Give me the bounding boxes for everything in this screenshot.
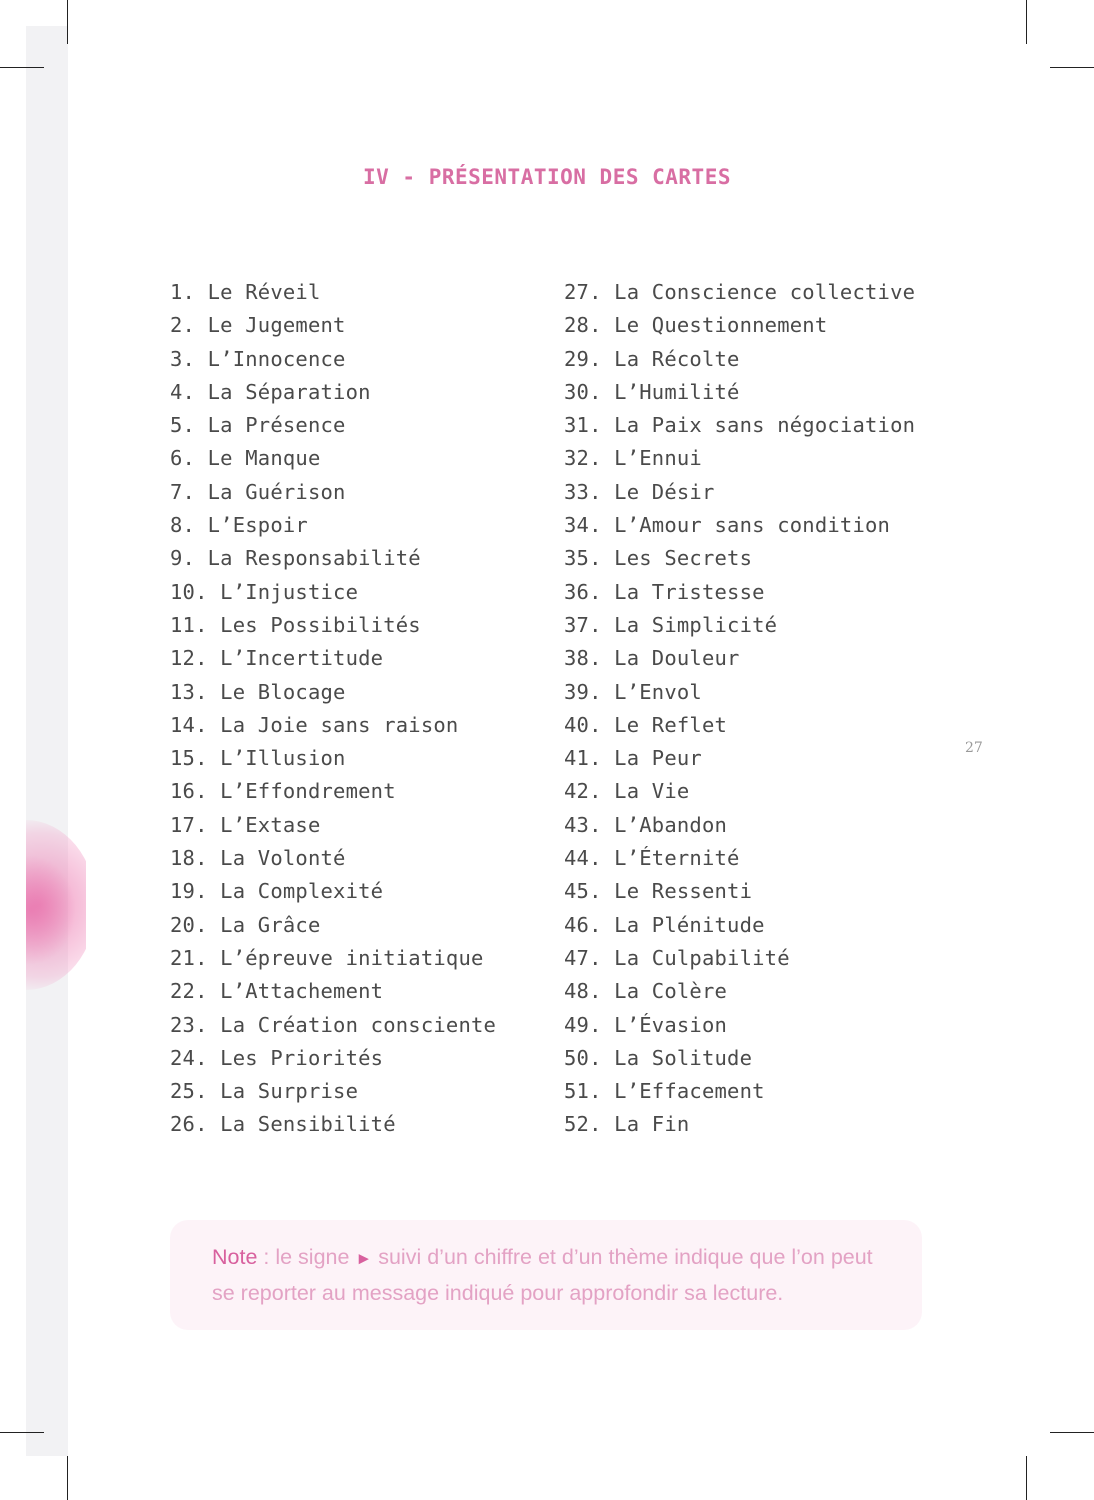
note-text-end: suivi d’un chiffre et d’un thème indique que l’on peut se reporter au message indiqué pour approfondir sa lecture. bbox=[212, 1245, 873, 1305]
card-list-item: 9. La Responsabilité bbox=[170, 546, 421, 571]
crop-mark-bottom-right-horizontal bbox=[1050, 1432, 1094, 1433]
crop-mark-bottom-right-vertical bbox=[1026, 1456, 1027, 1500]
card-list-item: 10. L’Injustice bbox=[170, 579, 359, 604]
card-list-item: 6. Le Manque bbox=[170, 446, 321, 471]
card-list-item: 25. La Surprise bbox=[170, 1079, 359, 1104]
card-list-item: 15. L’Illusion bbox=[170, 746, 346, 771]
card-list-item: 32. L’Ennui bbox=[564, 446, 702, 471]
card-list-item: 20. La Grâce bbox=[170, 912, 321, 937]
card-list-item: 43. L’Abandon bbox=[564, 812, 728, 837]
card-list-item: 34. L’Amour sans condition bbox=[564, 513, 891, 538]
note-text-start: : le signe bbox=[257, 1245, 356, 1269]
card-list-item: 33. Le Désir bbox=[564, 479, 715, 504]
card-list-item: 50. La Solitude bbox=[564, 1045, 753, 1070]
card-list-item: 13. Le Blocage bbox=[170, 679, 346, 704]
crop-mark-top-left-horizontal bbox=[0, 67, 44, 68]
card-list-item: 28. Le Questionnement bbox=[564, 313, 828, 338]
card-list-item: 8. L’Espoir bbox=[170, 513, 308, 538]
card-list-item: 47. La Culpabilité bbox=[564, 945, 790, 970]
card-list-item: 21. L’épreuve initiatique bbox=[170, 945, 484, 970]
card-list-item: 5. La Présence bbox=[170, 413, 346, 438]
card-list-item: 19. La Complexité bbox=[170, 879, 384, 904]
page-number: 27 bbox=[965, 740, 983, 756]
page-edge-strip bbox=[26, 26, 68, 1456]
card-list-item: 51. L’Effacement bbox=[564, 1079, 765, 1104]
card-list-item: 1. Le Réveil bbox=[170, 280, 321, 304]
card-list-item: 35. Les Secrets bbox=[564, 546, 753, 571]
card-list-item: 7. La Guérison bbox=[170, 479, 346, 504]
card-list-item: 29. La Récolte bbox=[564, 346, 740, 371]
card-list-item: 40. Le Reflet bbox=[564, 712, 728, 737]
card-list-item: 16. L’Effondrement bbox=[170, 779, 396, 804]
watercolor-decoration bbox=[26, 815, 86, 995]
card-list-item: 36. La Tristesse bbox=[564, 579, 765, 604]
card-list-item: 12. L’Incertitude bbox=[170, 646, 384, 671]
card-list-item: 27. La Conscience collective bbox=[564, 280, 916, 304]
card-list-right bbox=[564, 276, 915, 1142]
card-list-item: 26. La Sensibilité bbox=[170, 1112, 396, 1137]
card-list-item: 44. L’Éternité bbox=[564, 846, 740, 871]
card-list-item: 46. La Plénitude bbox=[564, 912, 765, 937]
card-list-item: 2. Le Jugement bbox=[170, 313, 346, 338]
crop-mark-top-left-vertical bbox=[67, 0, 68, 44]
card-list-item: 3. L’Innocence bbox=[170, 346, 346, 371]
card-list-item: 41. La Peur bbox=[564, 746, 702, 771]
card-list-left bbox=[170, 276, 496, 1142]
card-list-item: 11. Les Possibilités bbox=[170, 612, 421, 637]
card-list-item: 37. La Simplicité bbox=[564, 612, 778, 637]
card-list-item: 38. La Douleur bbox=[564, 646, 740, 671]
crop-mark-bottom-left-horizontal bbox=[0, 1432, 44, 1433]
card-list-item: 31. La Paix sans négociation bbox=[564, 413, 916, 438]
card-list-item: 52. La Fin bbox=[564, 1112, 690, 1137]
card-list-item: 18. La Volonté bbox=[170, 846, 346, 871]
card-list-item: 14. La Joie sans raison bbox=[170, 712, 459, 737]
note-label: Note bbox=[212, 1245, 258, 1269]
card-list-item: 4. La Séparation bbox=[170, 379, 371, 404]
section-title: IV - PRÉSENTATION DES CARTES bbox=[362, 165, 731, 189]
card-list-item: 17. L’Extase bbox=[170, 812, 321, 837]
card-list-item: 48. La Colère bbox=[564, 979, 728, 1004]
card-list-item: 24. Les Priorités bbox=[170, 1045, 384, 1070]
card-list-item: 22. L’Attachement bbox=[170, 979, 384, 1004]
card-list-item: 45. Le Ressenti bbox=[564, 879, 753, 904]
card-list-item: 42. La Vie bbox=[564, 779, 690, 804]
crop-mark-top-right-horizontal bbox=[1050, 67, 1094, 68]
card-list-item: 39. L’Envol bbox=[564, 679, 702, 704]
card-list-item: 49. L’Évasion bbox=[564, 1012, 728, 1037]
crop-mark-top-right-vertical bbox=[1026, 0, 1027, 44]
note-box bbox=[170, 1220, 922, 1330]
arrow-icon: ► bbox=[355, 1249, 373, 1268]
card-list-item: 30. L’Humilité bbox=[564, 379, 740, 404]
card-list-item: 23. La Création consciente bbox=[170, 1012, 497, 1037]
crop-mark-bottom-left-vertical bbox=[67, 1456, 68, 1500]
